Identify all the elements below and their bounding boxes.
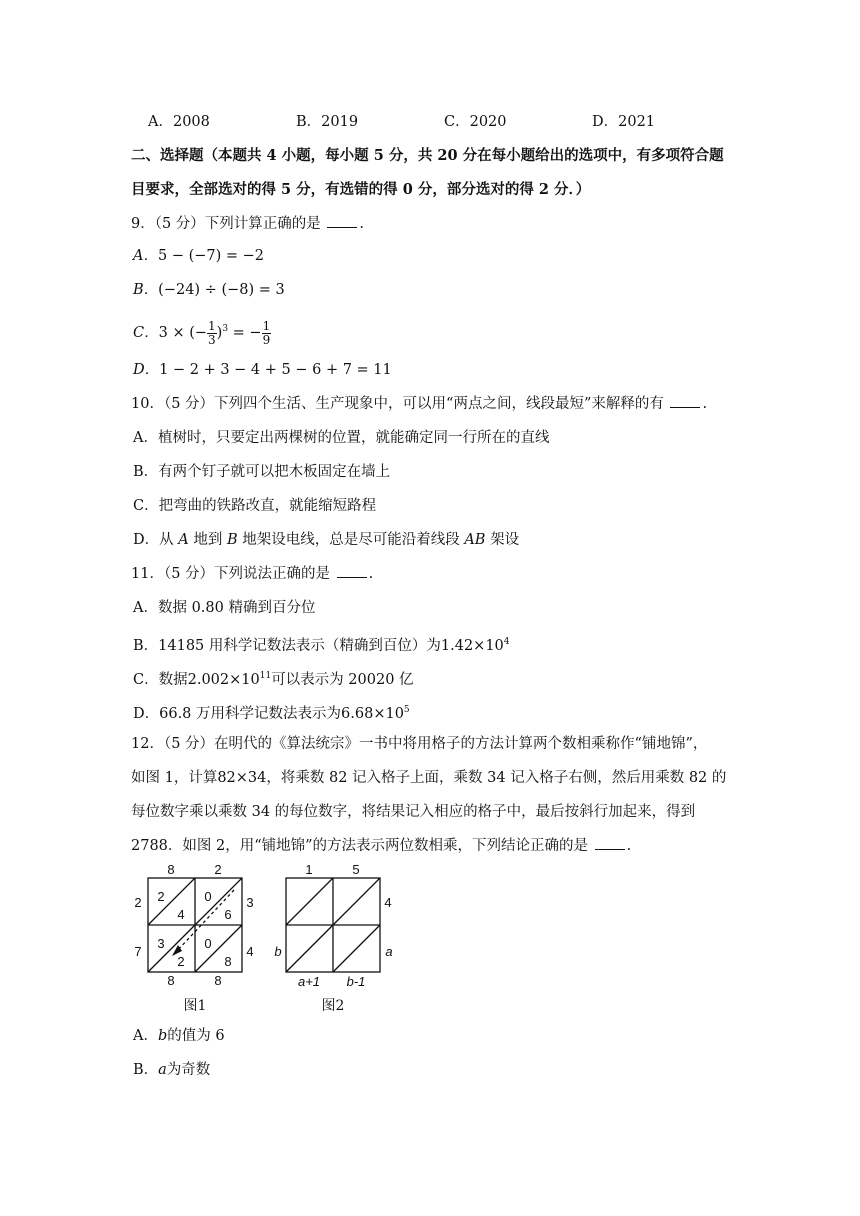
fig1-cell-3: 6 xyxy=(224,907,232,922)
fig1-bottom-0: 8 xyxy=(167,973,175,988)
answer-blank xyxy=(327,215,357,228)
q9-option-a: A．5 − (−7) = −2 xyxy=(133,248,265,264)
fig2-caption: 图2 xyxy=(321,998,345,1014)
q10-option-b: B．有两个钉子就可以把木板固定在墙上 xyxy=(133,464,391,480)
q10-stem: 10．（5 分）下列四个生活、生产现象中，可以用“两点之间，线段最短”来解释的有 . xyxy=(131,396,708,412)
q12-line2: 如图 1，计算82×34，将乘数 82 记入格子上面，乘数 34 记入格子右侧，然后用乘数 82 的 xyxy=(131,770,727,786)
fig2-bottom-1: b-1 xyxy=(346,974,366,989)
fig1-cell-6: 0 xyxy=(204,936,212,951)
fig2-right-0: 4 xyxy=(384,895,392,910)
fraction: $\frac{1}{9}$ xyxy=(262,318,271,347)
q8-choices xyxy=(148,112,748,132)
q11-option-a: A．数据 0.80 精确到百分位 xyxy=(133,600,316,616)
q8-choice-b: B．2019 xyxy=(296,114,359,130)
q11-option-d: D．66.8 万用科学记数法表示为$6.68\times 10^5$ xyxy=(133,705,410,722)
fig1-bottom-1: 8 xyxy=(214,973,222,988)
fig1-top-0: 8 xyxy=(167,862,175,877)
q11-option-b: B．14185 用科学记数法表示（精确到百位）为$1.42\times 10^4$ xyxy=(133,637,510,654)
answer-blank xyxy=(670,395,700,408)
fig1-cell-1: 4 xyxy=(177,907,185,922)
q11-stem: 11．（5 分）下列说法正确的是 . xyxy=(131,566,374,582)
q12-option-b: B．a为奇数 xyxy=(133,1062,211,1078)
section-heading-line2: 目要求，全部选对的得 5 分，有选错的得 0 分，部分选对的得 2 分．） xyxy=(131,181,591,198)
fig1-cell-0: 2 xyxy=(157,889,165,904)
fig1-cell-7: 8 xyxy=(224,954,232,969)
answer-blank xyxy=(595,837,625,850)
q9-option-d: D．1 − 2 + 3 − 4 + 5 − 6 + 7 = 11 xyxy=(133,362,392,378)
fig2-top-1: 5 xyxy=(352,862,360,877)
section-heading-line1: 二、选择题（本题共 4 小题，每小题 5 分，共 20 分在每小题给出的选项中，有多项符合题 xyxy=(131,147,724,164)
fig1-right-0: 3 xyxy=(246,895,254,910)
fig2-right-1: a xyxy=(385,944,393,959)
lattice-figures xyxy=(128,860,418,1020)
q12-line3: 每位数字乘以乘数 34 的每位数字，将结果记入相应的格子中，最后按斜行加起来，得到 xyxy=(131,804,696,820)
q11-option-c: C．数据$2.002\times 10^{11}$可以表示为 20020 亿 xyxy=(133,671,414,688)
q12-option-a: A．b的值为 6 xyxy=(133,1028,225,1044)
fig1-cell-2: 0 xyxy=(204,889,212,904)
fig1-left-1: 7 xyxy=(134,944,142,959)
q8-choice-a: A．2008 xyxy=(148,114,210,130)
fig1-left-0: 2 xyxy=(134,895,142,910)
q10-option-d: D．从 A 地到 B 地架设电线，总是尽可能沿着线段 AB 架设 xyxy=(133,532,520,548)
fig1-cell-5: 2 xyxy=(177,954,185,969)
answer-blank xyxy=(337,565,367,578)
q10-option-a: A．植树时，只要定出两棵树的位置，就能确定同一行所在的直线 xyxy=(133,430,550,446)
fig2-left: b xyxy=(274,944,282,959)
q8-choice-d: D．2021 xyxy=(592,114,656,130)
q9-option-c: C．3 × (− $\frac{1}{3}$ )$^3$ = − $\frac{1}{9}$ xyxy=(133,318,271,347)
q12-line1: 12．（5 分）在明代的《算法统宗》一书中将用格子的方法计算两个数相乘称作“铺地锦”， xyxy=(131,736,708,752)
fig2-bottom-0: a+1 xyxy=(297,974,321,989)
fraction: $\frac{1}{3}$ xyxy=(208,318,216,347)
q9-stem: 9．（5 分）下列计算正确的是 . xyxy=(131,216,365,232)
fig1-cell-4: 3 xyxy=(157,936,165,951)
fig1-top-1: 2 xyxy=(214,862,222,877)
fig1-right-1: 4 xyxy=(246,944,254,959)
fig2-top-0: 1 xyxy=(305,862,313,877)
q9-option-b: B．(−24) ÷ (−8) = 3 xyxy=(133,282,285,298)
q12-line4: 2788．如图 2，用“铺地锦”的方法表示两位数相乘，下列结论正确的是 . xyxy=(131,838,632,854)
q10-option-c: C．把弯曲的铁路改直，就能缩短路程 xyxy=(133,498,377,514)
fig1-caption: 图1 xyxy=(183,998,207,1014)
q8-choice-c: C．2020 xyxy=(444,114,507,130)
